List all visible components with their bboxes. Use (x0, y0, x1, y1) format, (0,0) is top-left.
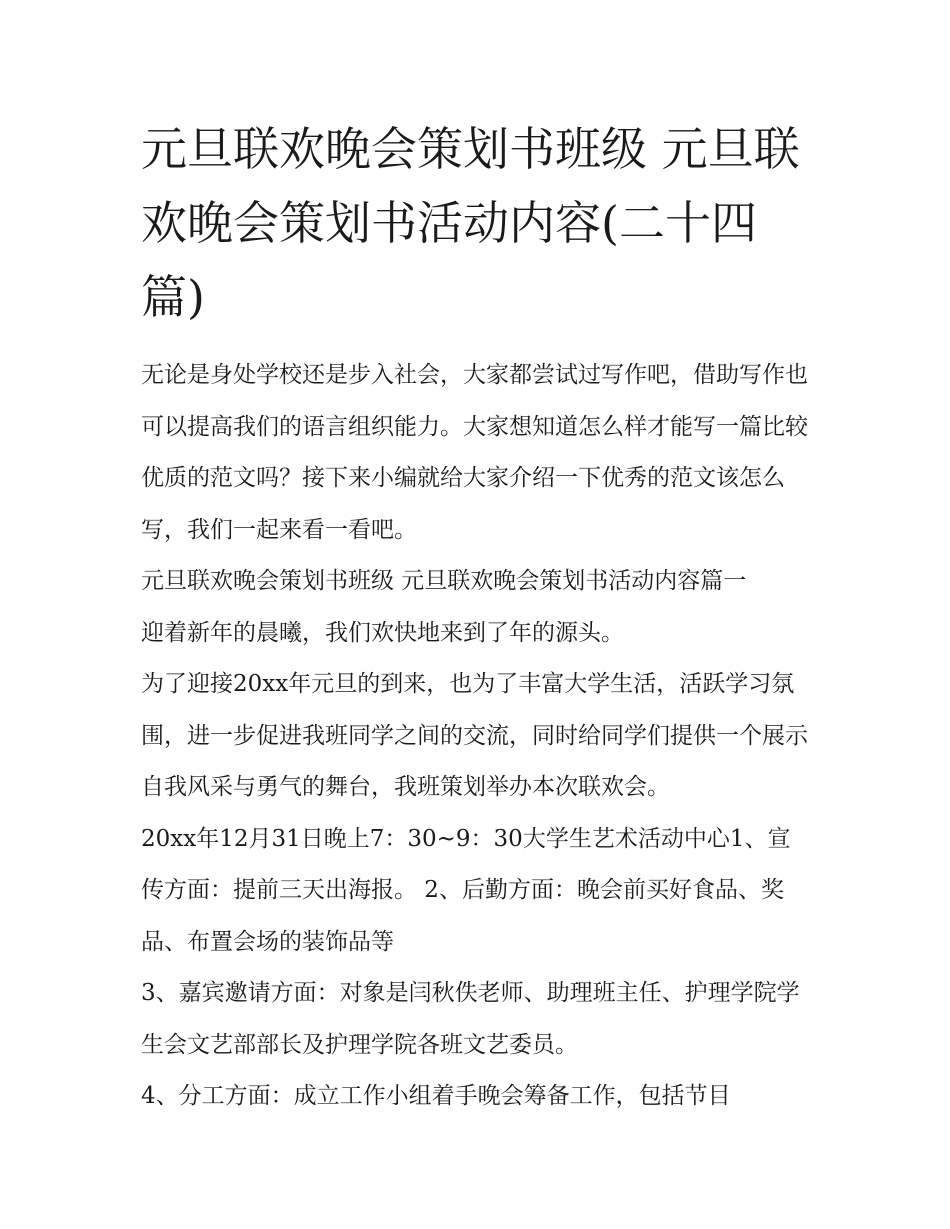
paragraph-opening: 迎着新年的晨曦，我们欢快地来到了年的源头。 (141, 619, 624, 646)
paragraph-section-heading: 元旦联欢晚会策划书班级 元旦联欢晚会策划书活动内容篇一 (141, 568, 747, 594)
paragraph-intro: 无论是身处学校还是步入社会，大家都尝试过写作吧，借助写作也可以提高我们的语言组织能力。大家想知道怎么样才能写一篇比较优质的范文吗？接下来小编就给大家介绍一下优秀的范文该怎么写，我们一起来看一看吧。 (141, 362, 808, 543)
document-title: 元旦联欢晚会策划书班级 元旦联欢晚会策划书活动内容(二十四篇) (141, 122, 800, 324)
paragraph-guests: 3、嘉宾邀请方面：对象是闫秋佚老师、助理班主任、护理学院学生会文艺部部长及护理学院各班文艺委员。 (141, 980, 800, 1058)
document-body (141, 112, 813, 1123)
paragraph-time-place: 20xx年12月31日晚上7：30~9：30大学生艺术活动中心1、宣传方面：提前三天出海报。 2、后勤方面：晚会前买好食品、奖品、布置会场的装饰品等 (141, 825, 791, 955)
paragraph-division: 4、分工方面：成立工作小组着手晚会筹备工作，包括节目 (141, 1083, 731, 1109)
paragraph-purpose: 为了迎接20xx年元旦的到来，也为了丰富大学生活，活跃学习氛围，进一步促进我班同学之间的交流，同时给同学们提供一个展示自我风采与勇气的舞台，我班策划举办本次联欢会。 (141, 671, 808, 800)
